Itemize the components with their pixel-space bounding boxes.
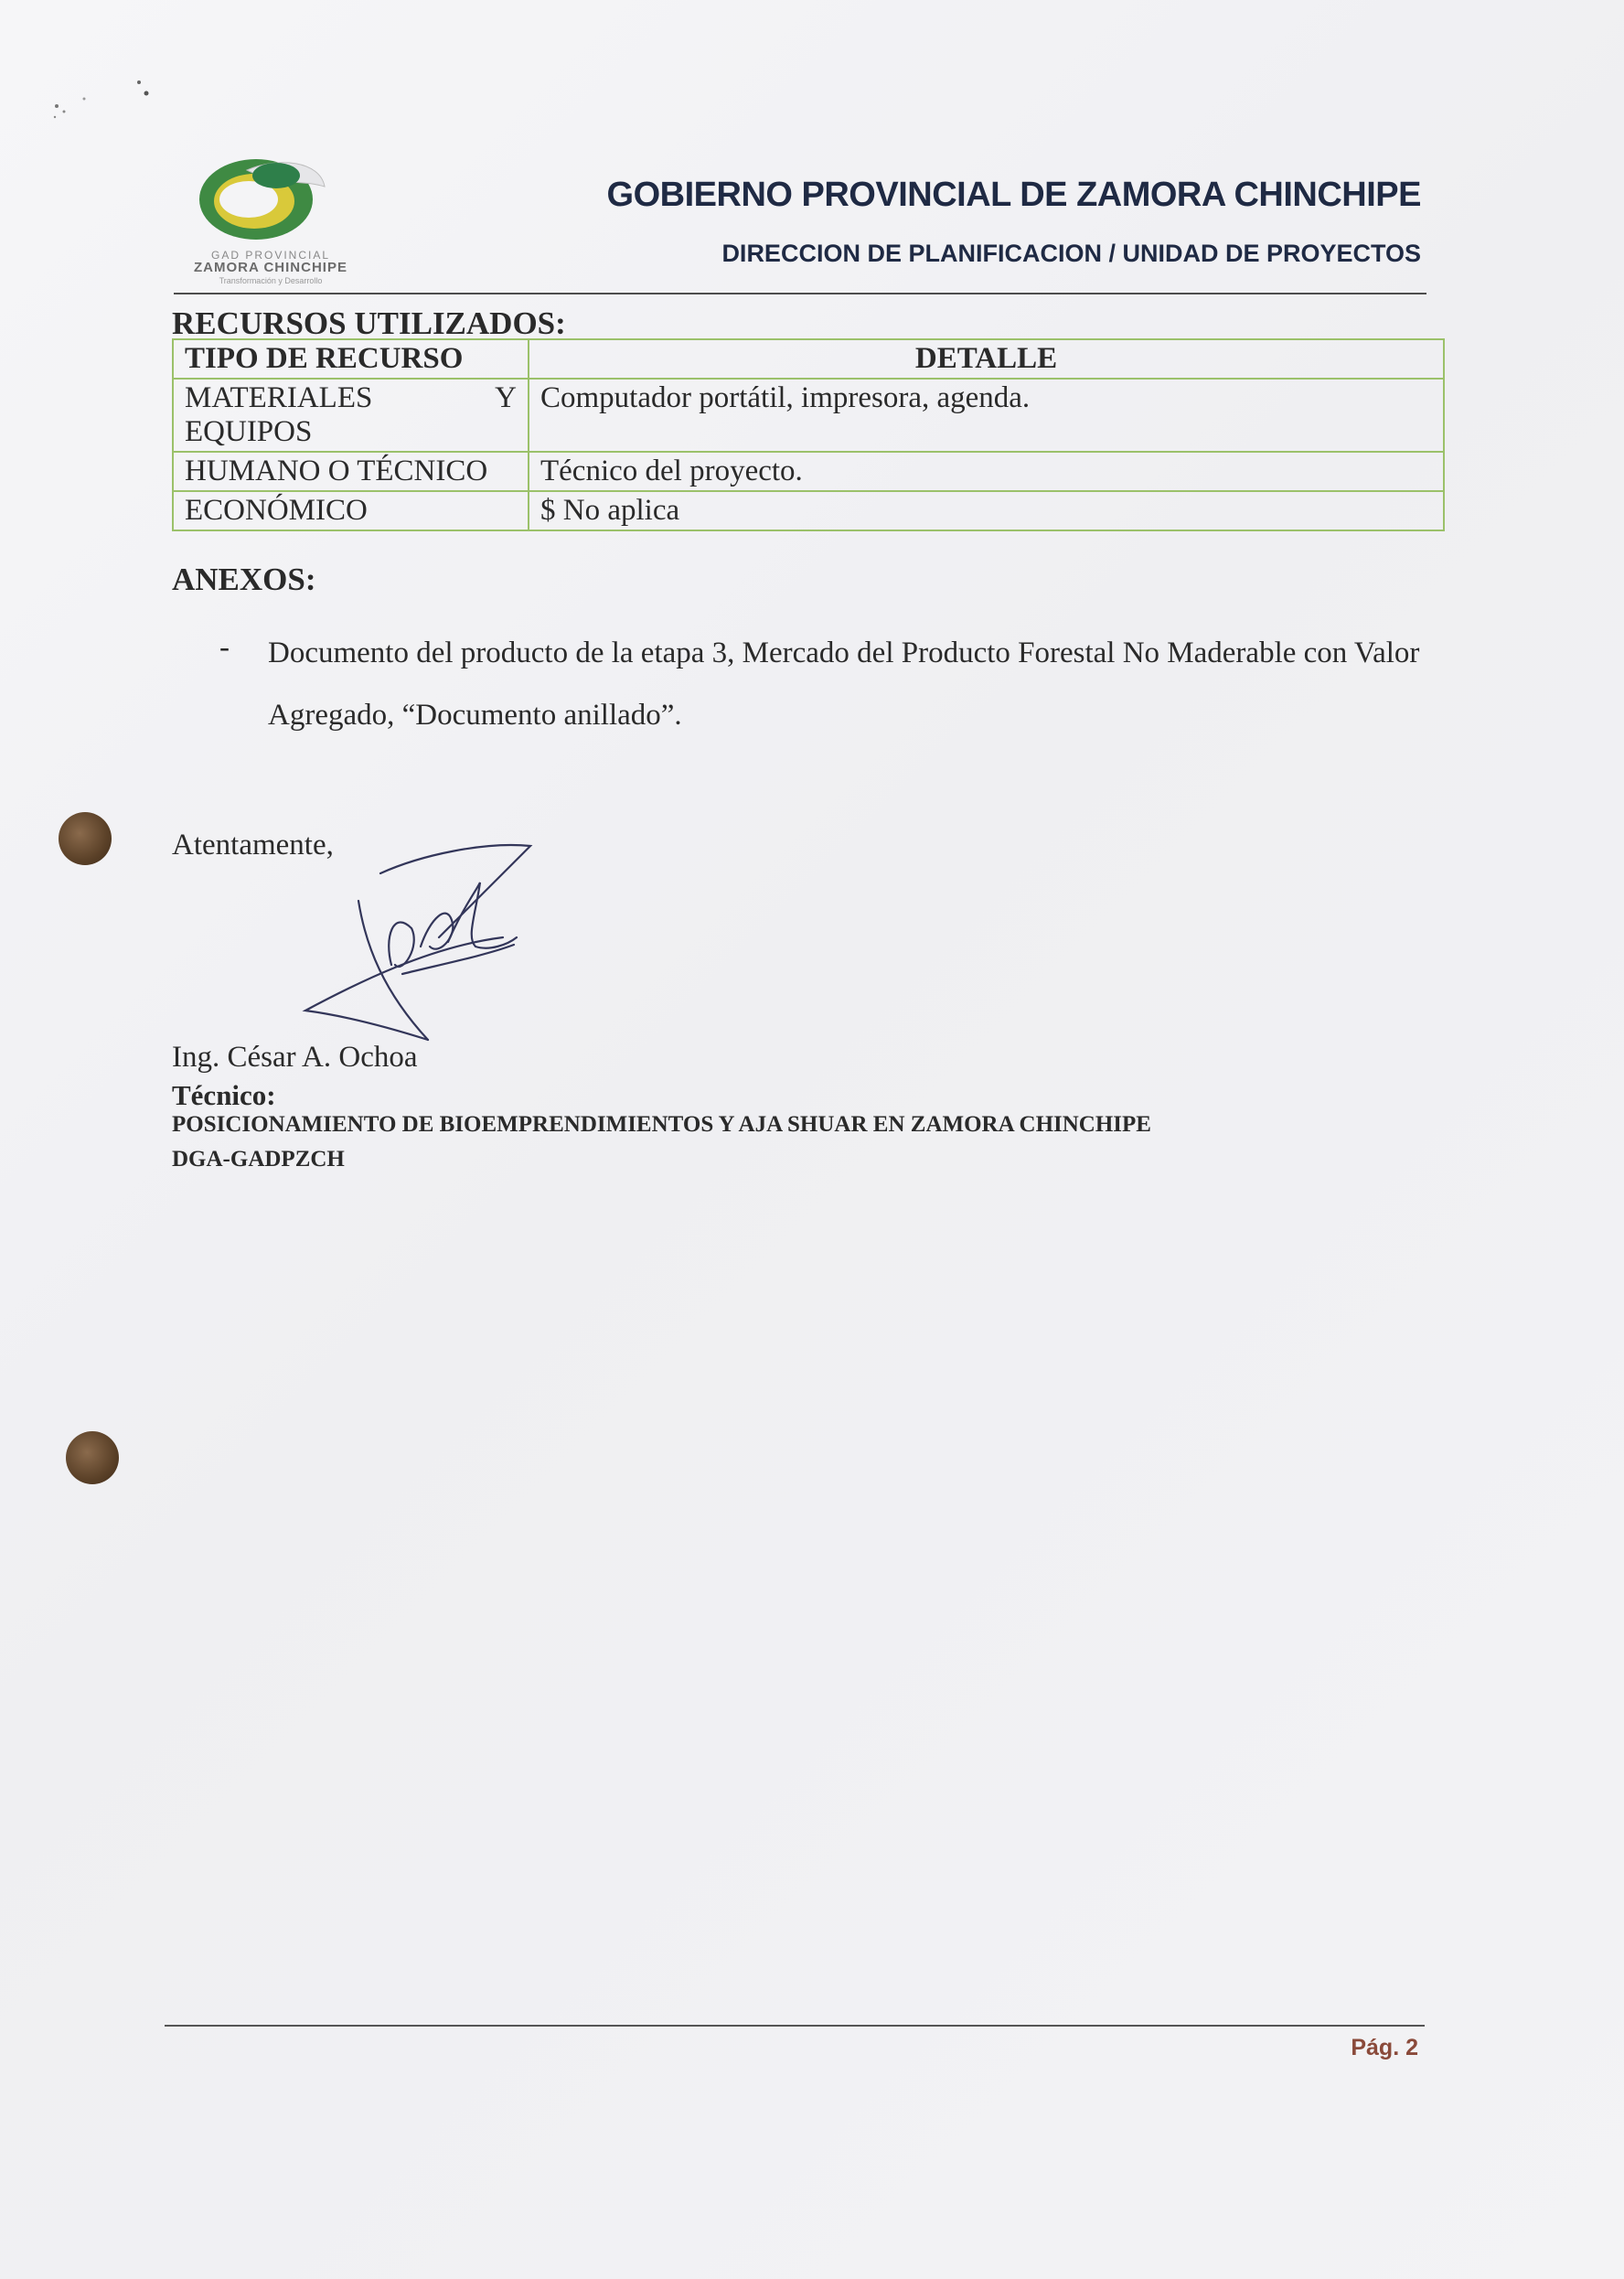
project-name: POSICIONAMIENTO DE BIOEMPRENDIMIENTOS Y AJA SHUAR EN ZAMORA CHINCHIPE [172,1112,1151,1137]
annexes-heading: ANEXOS: [172,562,316,597]
list-bullet: - [219,631,230,664]
cell-type: ECONÓMICO [173,491,529,530]
header-divider [174,293,1426,294]
punch-hole-top [59,812,112,865]
table-header-row [173,339,1444,379]
logo-emblem-icon [192,152,329,243]
cell-type: HUMANO O TÉCNICO [173,452,529,491]
department-code: DGA-GADPZCH [172,1147,345,1172]
signer-role: Técnico: [172,1079,276,1111]
resources-heading: RECURSOS UTILIZADOS: [172,305,566,341]
logo-text-line3: Transformación y Desarrollo [219,276,323,285]
annex-item: Documento del producto de la etapa 3, Mercado del Producto Forestal No Maderable con Valor Agregado, “Documento anillado”. [268,637,1420,732]
cell-type-word2: Y [495,381,517,414]
signer-name: Ing. César A. Ochoa [172,1041,418,1074]
cell-detail: $ No aplica [529,491,1444,530]
cell-detail: Computador portátil, impresora, agenda. [529,379,1444,452]
footer-divider [165,2025,1425,2027]
punch-hole-bottom [66,1431,119,1484]
column-header-detail: DETALLE [529,339,1444,379]
handwritten-signature [293,837,549,1047]
cell-type-word1: MATERIALES [185,381,373,414]
page-number: Pág. 2 [1351,2035,1418,2060]
resources-table [172,338,1445,531]
table-row [173,491,1444,530]
cell-detail: Técnico del proyecto. [529,452,1444,491]
column-header-type: TIPO DE RECURSO [173,339,529,379]
cell-type [173,379,529,452]
logo-text-line2: ZAMORA CHINCHIPE [194,260,347,275]
table-row [173,379,1444,452]
header-title: GOBIERNO PROVINCIAL DE ZAMORA CHINCHIPE [606,176,1421,214]
header-subtitle: DIRECCION DE PLANIFICACION / UNIDAD DE PROYECTOS [721,240,1421,267]
closing-text: Atentamente, [172,829,334,861]
table-row [173,452,1444,491]
logo-text-line1: GAD PROVINCIAL [210,249,331,262]
gad-logo [170,146,371,284]
paper-specks [48,73,166,128]
cell-type-word3: EQUIPOS [185,415,313,448]
